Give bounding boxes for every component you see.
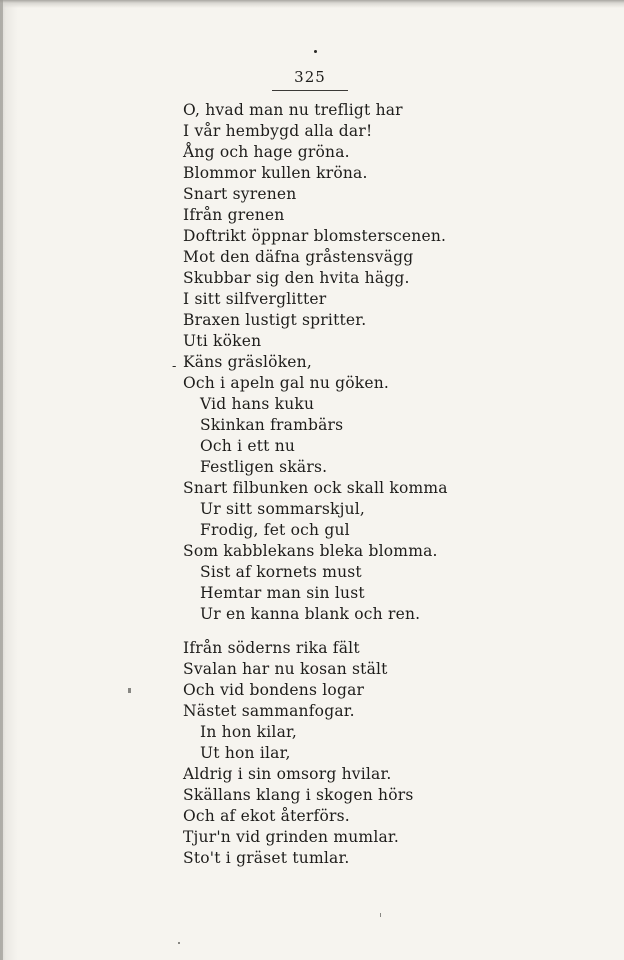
ink-dot [314,50,317,53]
page-top-shadow [0,0,624,8]
poem-line: Festligen skärs. [200,458,328,476]
poem-line: Vid hans kuku [200,395,315,413]
poem-line: O, hvad man nu trefligt har [183,101,403,119]
poem-line: Snart filbunken ock skall komma [183,479,448,497]
poem-line: Snart syrenen [183,185,297,203]
poem-line: Och af ekot återförs. [183,807,350,825]
poem-line: Tjur'n vid grinden mumlar. [183,828,399,846]
poem-line: Sto't i gräset tumlar. [183,849,350,867]
poem-line: Käns gräslöken, [183,353,312,371]
poem-line: I sitt silfverglitter [183,290,327,308]
margin-mark: - [172,359,177,374]
poem-line: Nästet sammanfogar. [183,702,355,720]
poem-line: Ur en kanna blank och ren. [200,605,421,623]
page-number-rule [272,90,348,91]
poem-line: Sist af kornets must [200,563,362,581]
poem-line: Braxen lustigt spritter. [183,311,367,329]
poem-line: Aldrig i sin omsorg hvilar. [183,765,392,783]
poem-line: Mot den däfna gråstensvägg [183,248,414,266]
paper-speck [178,942,180,944]
poem-line: Och i ett nu [200,437,296,455]
poem-line: Ur sitt sommarskjul, [200,500,366,518]
poem-line: Skinkan frambärs [200,416,344,434]
poem-line: Skubbar sig den hvita hägg. [183,269,410,287]
poem-line: Ut hon ilar, [200,744,291,762]
paper-speck [380,913,381,917]
poem-line: Frodig, fet och gul [200,521,350,539]
poem-line: Blommor kullen kröna. [183,164,368,182]
poem-line: Uti köken [183,332,262,350]
poem-line: Ång och hage gröna. [183,143,350,161]
paper-speck [128,688,131,693]
poem-line: In hon kilar, [200,723,298,741]
poem-line: I vår hembygd alla dar! [183,122,373,140]
poem-line: Svalan har nu kosan stält [183,660,388,678]
poem-line: Skällans klang i skogen hörs [183,786,414,804]
page-number: 325 [294,68,326,86]
poem-line: Och i apeln gal nu göken. [183,374,390,392]
poem-line: Ifrån grenen [183,206,285,224]
poem-line: Ifrån söderns rika fält [183,639,360,657]
page-spine-edge [0,0,3,960]
poem-line: Som kabblekans bleka blomma. [183,542,438,560]
poem-line: Doftrikt öppnar blomsterscenen. [183,227,447,245]
poem-line: Och vid bondens logar [183,681,365,699]
poem-line: Hemtar man sin lust [200,584,365,602]
